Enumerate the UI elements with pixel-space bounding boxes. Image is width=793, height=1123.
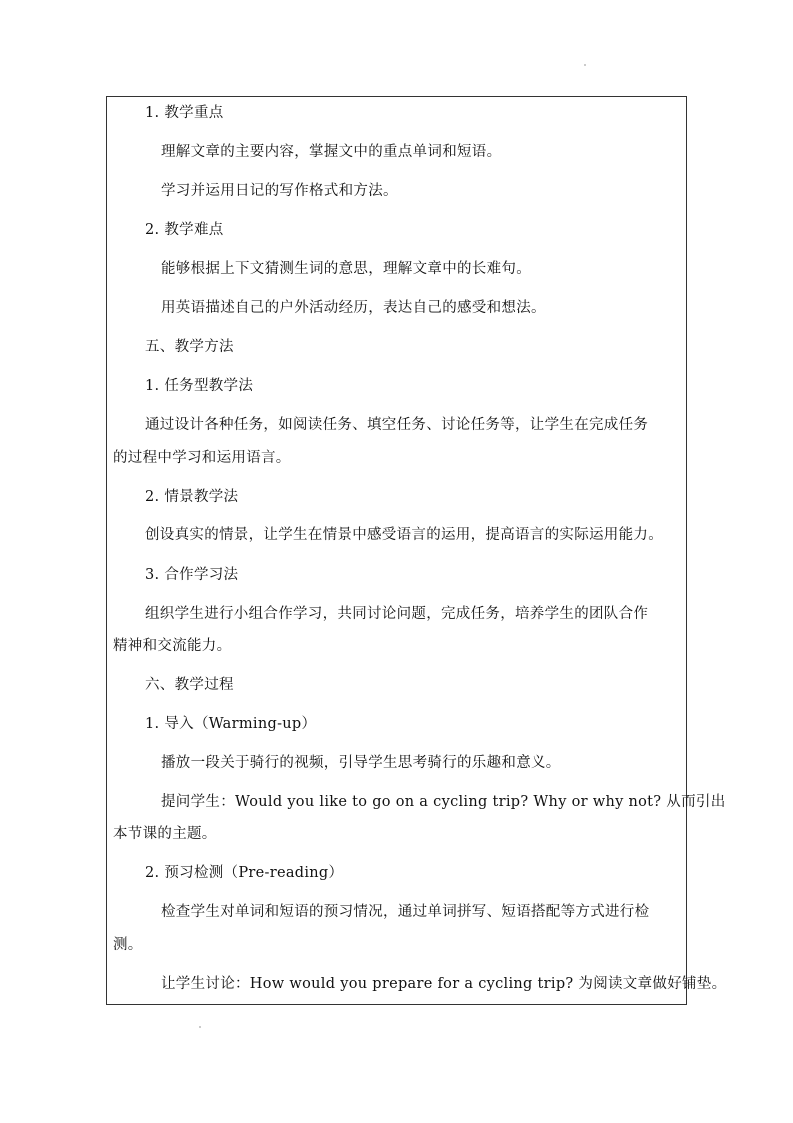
heading-task-based: 1. 任务型教学法 [145, 378, 254, 394]
paragraph: 组织学生进行小组合作学习，共同讨论问题，完成任务，培养学生的团队合作 [145, 606, 649, 622]
paragraph-continuation: 本节课的主题。 [113, 826, 217, 842]
paragraph: 用英语描述自己的户外活动经历，表达自己的感受和想法。 [161, 300, 546, 316]
heading-teaching-focus: 1. 教学重点 [145, 105, 224, 121]
heading-pre-reading: 2. 预习检测（Pre-reading） [145, 865, 344, 881]
section-heading-process: 六、教学过程 [145, 677, 234, 693]
paragraph-continuation: 精神和交流能力。 [113, 638, 232, 654]
paragraph: 提问学生：Would you like to go on a cycling trip? Why or why not? 从而引出 [161, 794, 726, 810]
paragraph: 通过设计各种任务，如阅读任务、填空任务、讨论任务等，让学生在完成任务 [145, 417, 649, 433]
paragraph: 播放一段关于骑行的视频，引导学生思考骑行的乐趣和意义。 [161, 755, 561, 771]
heading-situational: 2. 情景教学法 [145, 489, 239, 505]
section-heading-methods: 五、教学方法 [145, 339, 234, 355]
scan-speck [584, 64, 586, 66]
paragraph: 学习并运用日记的写作格式和方法。 [161, 183, 398, 199]
heading-warming-up: 1. 导入（Warming-up） [145, 716, 317, 732]
paragraph: 检查学生对单词和短语的预习情况，通过单词拼写、短语搭配等方式进行检 [161, 904, 650, 920]
heading-cooperative: 3. 合作学习法 [145, 567, 239, 583]
paragraph-continuation: 的过程中学习和运用语言。 [113, 450, 291, 466]
paragraph: 创设真实的情景，让学生在情景中感受语言的运用，提高语言的实际运用能力。 [145, 527, 663, 543]
paragraph: 能够根据上下文猜测生词的意思，理解文章中的长难句。 [161, 261, 531, 277]
paragraph: 让学生讨论：How would you prepare for a cycling trip? 为阅读文章做好铺垫。 [161, 976, 727, 992]
scan-speck [199, 1026, 201, 1028]
paragraph: 理解文章的主要内容，掌握文中的重点单词和短语。 [161, 144, 502, 160]
paragraph-continuation: 测。 [113, 937, 143, 953]
heading-teaching-difficulty: 2. 教学难点 [145, 222, 224, 238]
